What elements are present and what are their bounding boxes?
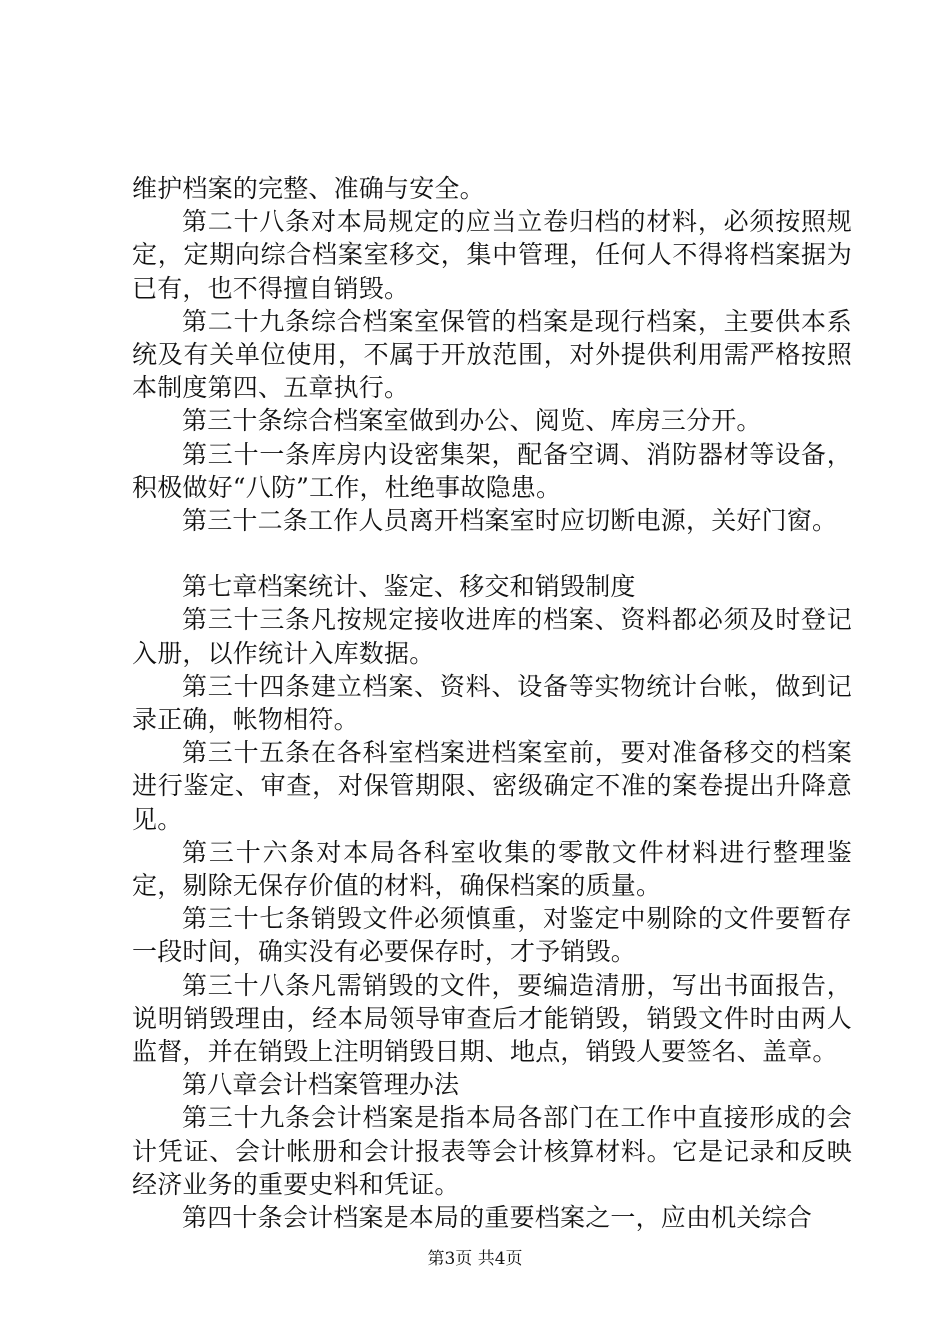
paragraph: 第四十条会计档案是本局的重要档案之一，应由机关综合 — [182, 1203, 813, 1233]
paragraph: 第二十八条对本局规定的应当立卷归档的材料，必须按照规定，定期向综合档案室移交，集中管理，任何人不得将档案据为已有，也不得擅自销毁。 — [132, 207, 852, 303]
paragraph: 第三十二条工作人员离开档案室时应切断电源，关好门窗。 — [182, 506, 838, 536]
paragraph: 维护档案的完整、准确与安全。 — [132, 174, 485, 203]
paragraph: 第三十三条凡按规定接收进库的档案、资料都必须及时登记入册，以作统计入库数据。 — [132, 605, 852, 668]
chapter-heading: 第八章会计档案管理办法 — [182, 1070, 460, 1100]
paragraph: 第三十四条建立档案、资料、设备等实物统计台帐，做到记录正确，帐物相符。 — [132, 671, 852, 735]
paragraph: 第三十九条会计档案是指本局各部门在工作中直接形成的会计凭证、会计帐册和会计报表等会计核算材料。它是记录和反映经济业务的重要史料和凭证。 — [132, 1103, 852, 1199]
document-body — [132, 172, 852, 1234]
paragraph: 第三十一条库房内设密集架，配备空调、消防器材等设备，积极做好“八防”工作，杜绝事故隐患。 — [132, 439, 852, 502]
paragraph: 第三十六条对本局各科室收集的零散文件材料进行整理鉴定，剔除无保存价值的材料，确保档案的质量。 — [132, 837, 852, 901]
paragraph: 第二十九条综合档案室保管的档案是现行档案，主要供本系统及有关单位使用，不属于开放范围，对外提供利用需严格按照本制度第四、五章执行。 — [132, 306, 852, 403]
paragraph: 第三十条综合档案室做到办公、阅览、库房三分开。 — [182, 406, 762, 436]
page-footer — [0, 1244, 950, 1269]
paragraph: 第三十五条在各科室档案进档案室前，要对准备移交的档案进行鉴定、审查，对保管期限、密级确定不准的案卷提出升降意见。 — [132, 738, 852, 834]
paragraph: 第三十七条销毁文件必须慎重，对鉴定中剔除的文件要暂存一段时间，确实没有必要保存时，才予销毁。 — [132, 904, 852, 967]
paragraph-gap — [132, 537, 852, 570]
paragraph: 第三十八条凡需销毁的文件，要编造清册，写出书面报告，说明销毁理由，经本局领导审查后才能销毁，销毁文件时由两人监督，并在销毁上注明销毁日期、地点，销毁人要签名、盖章。 — [132, 970, 852, 1067]
chapter-heading: 第七章档案统计、鉴定、移交和销毁制度 — [182, 572, 636, 602]
page-number: 第3页 共4页 — [427, 1249, 523, 1269]
